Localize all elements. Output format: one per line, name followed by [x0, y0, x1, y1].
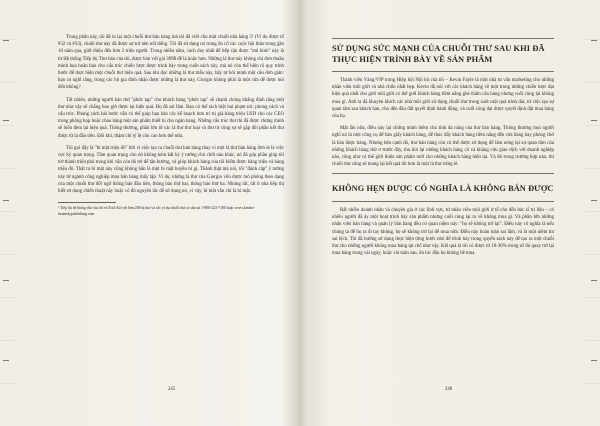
left-page	[58, 34, 284, 217]
body-paragraph: Trong phần này, tôi đã in lại một chuỗi thư bán hàng mà tôi đã viết cho một chuỗi nhà hàng 5² (Vì dụ được tổ #32 và #33), chuỗi thư này đã được sự trở nên nổi tiếng. Tôi đã sử dụng nó trong ổn cố các cuộc hội thảo trong gần 10 năm qua, giới thiệu đến hơn 2 triệu người. Trong nhiều năm, cách duy nhất để tiếp cận được "mô hình" này là từ Hệ thống Tiếp thị Thư bán của tôi, được bán với giá 399$ để là hoặc hơn. Những lá thư này không chỉ đơn thuần mình họa hoàn hảo cho cấu trúc chiến lược được trình bày trong cuốn sách này, mà nó còn thể hiện rõ quy trình bước để thực hiện một chuỗi thư hiệu quả. Sau khi đọc những lá thư mẫu này, bấy tự hỏi mình một câu đơn giản: bạn có nghĩ rằng, trong các hộ gia đình nhận được những lá thư này, Giorgio không phải là một cửa để được nói đến không?	[58, 35, 284, 91]
heading-rule	[332, 173, 554, 174]
heading-rule	[332, 38, 554, 39]
margin-mark	[591, 40, 597, 41]
body-paragraph: Mặt lần nữa, điều này lại chứng minh thêm cho tính đa năng của thư bán hàng. Thông thường mọi người nghĩ nó là một công cụ để bán giấy khách hàng, để thúc đẩy khách hàng tiềm năng đến cửa hàng hay phòng chờ là bán được hàng. Nhưng bên cạnh đó, thư bán hàng còn có thể được sử dụng để làm nóng lại sự quan tâm của những khách hàng thờ ơ trước đây, thu hút lại những khách hàng cũ và khẳng cứu giao dịch với doanh nghiệp nào, cũng như có thể giới thiệu sản phẩm mới cho những khách hàng hiện tại. Và đó trong trường hợp nào, thì chuỗi thư cũng sẽ mang lại kết quả tốt hơn là một lá thư riêng lẻ.	[332, 126, 554, 168]
right-page	[332, 34, 554, 262]
margin-mark	[3, 120, 9, 121]
margin-mark	[3, 200, 9, 201]
right-page-edge	[586, 0, 600, 426]
page-number: 246	[445, 387, 453, 392]
left-page-edge	[0, 0, 14, 426]
margin-mark	[3, 360, 9, 361]
body-paragraph: Tất nhiên, những người bán thứ "phức tạp" cho khách hàng "phức tạp" sẽ chạnh chóng khẳng định rằng một thư như vậy sẽ chẳng bao giờ được lại hiệu quả. Họ đã sai lầm. Bạn có thể tách biệt hai phạm trù: phong cách và cấu trúc. Phong cách hài hước vẫn có thể giúp bạn bán các kế hoạch hưu trí trị giá hàng triệu USD cho các CEO trong phòng họp hoặc chào hàng một sản phẩm thiết bị cho ngân hàng. Những cấu trúc thư thì đã được chứng minh sẽ luôn đem lại hiệu quả. Thông thường, phần lớn từ các lá thư thư loại và thư từ cộng sự sẽ gặp đôi phần kết thư được từ lá đầu tiên. Đôi khi, thậm chí tỷ lệ còn cao hơn thế nữa.	[58, 97, 284, 139]
margin-mark	[591, 280, 597, 281]
margin-mark	[591, 200, 597, 201]
section-heading: KHÔNG HẸN ĐƯỢC CÓ NGHĨA LÀ KHÔNG BÁN ĐƯỢC	[332, 184, 554, 194]
body-paragraph: Thành viên Vàng/VIP trong Hiệp hội Nội bộ của tôi – Kevin Fayle là một nhà tư vấn marketing cho những nhãn viên môi giới và nhà chốn nhất hẹp. Kevin đã nói với các khách hàng về một trong những chiến lược đạt hiệu quả nhất cho giới môi giới có thể giới khách hàng tiềm năng ghé thăm căn hàng nhưng cuối cùng lại không mua gì. Anh ta đã khuyên khích các nhà môi giới sử dụng chuỗi thư trong suốt một quá trình dài, từ việc tạo sự quan tâm sau khách hàn, cho đến đâu đất quyết định hành động, và cuối cùng đạt được quyết định đặt mua hàng của họ.	[332, 78, 554, 120]
margin-mark	[3, 280, 9, 281]
heading-rule	[332, 71, 554, 72]
body-paragraph: Tôi gọi đây là "bí mật triệu đô" bởi vì việc tạo ra chuỗi thư bán hàng thay vì một lá thư bán hàng đơn lẻ là việc cực kỳ quan trọng. Tầm quan trọng còn nó không kém bất kỳ ý tưởng chủ chốt nào khác, nó đã góp phần giúp tôi trở thành triệu phú trong khi vẫn còn đó trẻ để tận hưởng, và giúp khách hàng của tôi kiếm được hàng triệu và hàng triệu đô. Thật ra bí mật này cũng không hẳn là một bí mật huyền bí gì. Thành thật mà nói, tôi "đánh cắp" ý tưởng này từ ngành công nghiệp mua bán hàng mấy tập. Ví dụ, những lá thư của Giorgio vốn được mô phỏng theo dạng của một chuỗi thư đối ngữ thông báo đầu tiên, thông báo thứ hai, thông báo thứ ba. Nhưng rất, rất ít nhà tiếp thị biết sử dụng chiến thuật này hoặc có đủ nguyên tắc để sử dụng nó, vì vậy, bí mật vẫn chỉ là bí mật.	[58, 145, 284, 195]
footnote: ² Tiếp thị hệ thống thư của tôi và Tool Kit với hơn 200 bị thư và các ví dụ chuỗi thư có sẵn tại 1-800-223-7180 hoặc www.kimbo-kennedypublishing.com	[58, 206, 255, 216]
margin-mark	[3, 40, 9, 41]
heading-rule	[332, 201, 554, 202]
margin-mark	[591, 360, 597, 361]
page-number: 245	[168, 387, 176, 392]
footnote-divider	[58, 202, 116, 203]
body-paragraph: Rất nhiều doanh nhân và chuyên gia ở các lĩnh vực, từ nhân viên môi giới ở tổ cho đến bác sĩ trị liệu – có nhiều người đã áy một hoạt trình bày sản phẩm nhưng cuối cùng lại ra về không mua gì. Và phần lớn những nhân viên bán hàng và quản lý bán hàng đều có quan niệm này: "họ sẽ không trở lại". Điều này có nghĩa là nếu chúng ta để họ ra đi tay không, họ sẽ không trở lại để mua nữa. Điều này hoàn toàn sai lầm, và là một niềm tin sai lệch. Tôi đã hướng sử dụng thực hiện từng bước nhỏ để trình bày trong quyển sách này để tạo ra một chuỗi thư cho những người không mua hàng tại chỗ như vậy. Kết quả là tôi có được từ 10-30% trong số đó quay trở lại mua hàng trong vài ngày, hoặc vài tuần sau, dù lúc đầu họ không hề mua.	[332, 207, 554, 257]
section-heading: SỬ DỤNG SỨC MẠNH CỦA CHUỖI THƯ SAU KHI ĐÃ THỰC HIỆN TRÌNH BÀY VỀ SẢN PHẨM	[332, 44, 545, 64]
margin-mark	[591, 120, 597, 121]
